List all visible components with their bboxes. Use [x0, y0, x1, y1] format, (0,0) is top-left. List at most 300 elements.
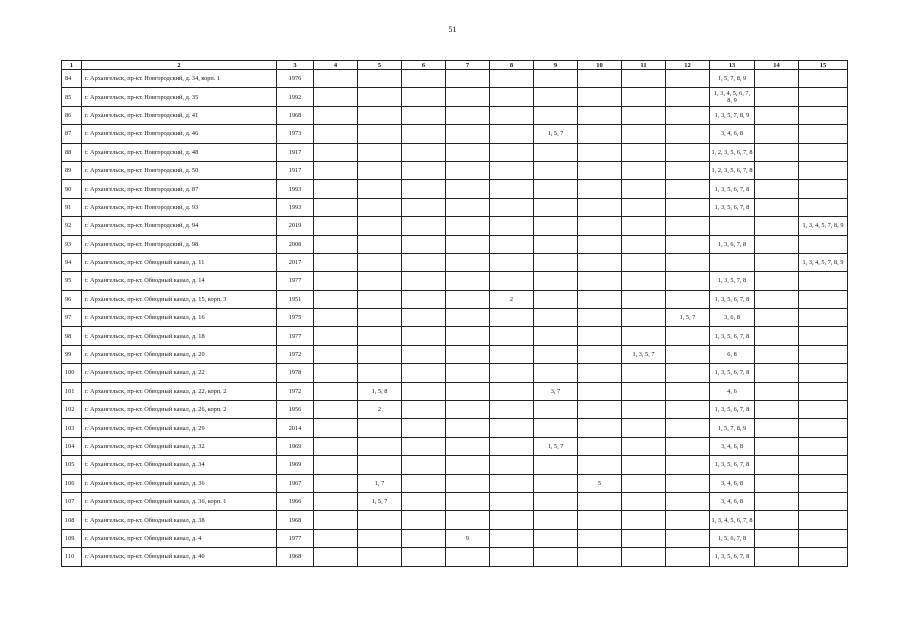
- address-cell: г. Архангельск, пр-кт. Обводный канал, д. 14: [82, 272, 277, 290]
- table-cell: [666, 437, 710, 455]
- table-cell: [755, 217, 799, 235]
- table-cell: 3, 4, 6, 8: [710, 492, 755, 510]
- table-cell: [490, 309, 534, 327]
- table-cell: [578, 253, 622, 271]
- table-cell: [666, 401, 710, 419]
- table-cell: 1, 3, 5, 6, 7, 8: [710, 327, 755, 345]
- column-header-1: 1: [62, 61, 82, 70]
- table-cell: [402, 70, 446, 88]
- table-row: [62, 253, 848, 271]
- address-cell: г. Архангельск, пр-кт. Новгородский, д. 48: [82, 143, 277, 161]
- table-cell: [666, 125, 710, 143]
- table-cell: [358, 180, 402, 198]
- year-cell: 1973: [277, 125, 314, 143]
- table-cell: [578, 70, 622, 88]
- table-cell: [578, 235, 622, 253]
- table-cell: [358, 198, 402, 216]
- table-cell: [534, 217, 578, 235]
- table-row: [62, 290, 848, 308]
- table-cell: [666, 474, 710, 492]
- table-cell: [622, 217, 666, 235]
- table-cell: [402, 511, 446, 529]
- table-cell: [534, 456, 578, 474]
- row-number: 92: [62, 217, 82, 235]
- table-cell: [622, 511, 666, 529]
- table-cell: [314, 492, 358, 510]
- table-row: [62, 382, 848, 400]
- year-cell: 1951: [277, 290, 314, 308]
- table-cell: [446, 327, 490, 345]
- column-header-2: 2: [82, 61, 277, 70]
- table-cell: [402, 529, 446, 547]
- table-cell: [622, 309, 666, 327]
- table-cell: [446, 253, 490, 271]
- table-cell: [358, 161, 402, 179]
- table-cell: 1, 3, 5, 6, 7, 8: [710, 290, 755, 308]
- table-cell: [622, 529, 666, 547]
- table-cell: [358, 70, 402, 88]
- table-cell: [490, 529, 534, 547]
- table-cell: [534, 419, 578, 437]
- column-header-12: 12: [666, 61, 710, 70]
- table-row: [62, 456, 848, 474]
- table-cell: [446, 106, 490, 124]
- table-cell: [534, 88, 578, 106]
- table-cell: [666, 290, 710, 308]
- table-cell: [534, 474, 578, 492]
- table-cell: [490, 364, 534, 382]
- table-cell: [446, 161, 490, 179]
- table-cell: [799, 290, 848, 308]
- table-cell: [534, 235, 578, 253]
- table-cell: 1, 2, 3, 5, 6, 7, 8: [710, 143, 755, 161]
- table-cell: [799, 345, 848, 363]
- address-cell: г. Архангельск, пр-кт. Обводный канал, д. 18: [82, 327, 277, 345]
- table-cell: [534, 161, 578, 179]
- table-cell: [799, 161, 848, 179]
- table-row: [62, 401, 848, 419]
- column-header-10: 10: [578, 61, 622, 70]
- table-cell: [490, 180, 534, 198]
- year-cell: 1967: [277, 474, 314, 492]
- table-cell: [578, 364, 622, 382]
- address-cell: г. Архангельск, пр-кт. Новгородский, д. 46: [82, 125, 277, 143]
- table-cell: [755, 235, 799, 253]
- table-cell: [358, 217, 402, 235]
- table-cell: 4, 6: [710, 382, 755, 400]
- table-cell: [666, 419, 710, 437]
- table-header: [62, 61, 848, 70]
- table-row: [62, 217, 848, 235]
- table-cell: [534, 401, 578, 419]
- year-cell: 1969: [277, 456, 314, 474]
- table-cell: [314, 70, 358, 88]
- table-cell: [666, 235, 710, 253]
- table-cell: [358, 364, 402, 382]
- table-cell: [755, 492, 799, 510]
- table-cell: [402, 419, 446, 437]
- table-cell: [755, 437, 799, 455]
- table-cell: 1, 3, 5, 6, 7, 8: [710, 548, 755, 566]
- table-cell: 1, 3, 5, 7: [622, 345, 666, 363]
- table-cell: [622, 437, 666, 455]
- table-cell: [534, 309, 578, 327]
- table-cell: [755, 529, 799, 547]
- table-cell: 9: [446, 529, 490, 547]
- table-cell: [755, 253, 799, 271]
- table-cell: 1, 5, 7: [534, 437, 578, 455]
- table-cell: [314, 529, 358, 547]
- address-cell: г. Архангельск, пр-кт. Обводный канал, д. 11: [82, 253, 277, 271]
- table-cell: 3, 7: [534, 382, 578, 400]
- address-cell: г. Архангельск, пр-кт. Обводный канал, д. 26, корп. 2: [82, 401, 277, 419]
- table-cell: [755, 345, 799, 363]
- column-header-6: 6: [402, 61, 446, 70]
- table-cell: [666, 492, 710, 510]
- row-number: 88: [62, 143, 82, 161]
- table-cell: [446, 548, 490, 566]
- address-cell: г. Архангельск, пр-кт. Обводный канал, д. 38: [82, 511, 277, 529]
- row-number: 109: [62, 529, 82, 547]
- row-number: 100: [62, 364, 82, 382]
- table-cell: [755, 327, 799, 345]
- table-cell: [622, 70, 666, 88]
- address-cell: г. Архангельск, пр-кт. Обводный канал, д. 40: [82, 548, 277, 566]
- table-cell: [446, 272, 490, 290]
- table-cell: [446, 217, 490, 235]
- table-cell: [622, 290, 666, 308]
- table-cell: [446, 309, 490, 327]
- table-cell: [755, 70, 799, 88]
- table-cell: [755, 161, 799, 179]
- table-cell: [358, 419, 402, 437]
- table-cell: [799, 419, 848, 437]
- table-cell: [622, 327, 666, 345]
- table-cell: [314, 272, 358, 290]
- table-cell: [490, 88, 534, 106]
- table-cell: [578, 382, 622, 400]
- table-cell: [799, 106, 848, 124]
- table-row: [62, 309, 848, 327]
- year-cell: 2019: [277, 217, 314, 235]
- table-cell: [402, 401, 446, 419]
- table-cell: [402, 125, 446, 143]
- address-cell: г. Архангельск, пр-кт. Обводный канал, д. 36: [82, 474, 277, 492]
- address-cell: г. Архангельск, пр-кт. Обводный канал, д. 20: [82, 345, 277, 363]
- table-cell: [314, 180, 358, 198]
- table-cell: [578, 88, 622, 106]
- table-row: [62, 345, 848, 363]
- row-number: 108: [62, 511, 82, 529]
- table-cell: [358, 327, 402, 345]
- table-cell: [799, 88, 848, 106]
- row-number: 106: [62, 474, 82, 492]
- table-cell: [755, 364, 799, 382]
- table-row: [62, 106, 848, 124]
- table-cell: [578, 217, 622, 235]
- table-cell: [622, 180, 666, 198]
- table-row: [62, 143, 848, 161]
- table-cell: [490, 382, 534, 400]
- table-cell: [578, 327, 622, 345]
- table-cell: [799, 401, 848, 419]
- table-cell: [490, 272, 534, 290]
- table-cell: [446, 492, 490, 510]
- table-cell: [402, 309, 446, 327]
- table-cell: 6, 8: [710, 345, 755, 363]
- row-number: 97: [62, 309, 82, 327]
- table-cell: [534, 492, 578, 510]
- year-cell: 1968: [277, 106, 314, 124]
- table-cell: 2: [490, 290, 534, 308]
- table-cell: [799, 364, 848, 382]
- table-cell: [666, 364, 710, 382]
- table-cell: [358, 235, 402, 253]
- table-cell: [402, 382, 446, 400]
- row-number: 96: [62, 290, 82, 308]
- year-cell: 1993: [277, 198, 314, 216]
- table-cell: [755, 180, 799, 198]
- table-cell: [666, 180, 710, 198]
- table-cell: [666, 70, 710, 88]
- table-cell: [578, 437, 622, 455]
- table-cell: 1, 3, 5, 6, 7, 8: [710, 364, 755, 382]
- table-cell: [314, 106, 358, 124]
- year-cell: 1972: [277, 345, 314, 363]
- address-cell: г. Архангельск, пр-кт. Обводный канал, д. 22, корп. 2: [82, 382, 277, 400]
- table-cell: [666, 143, 710, 161]
- table-cell: [314, 419, 358, 437]
- table-cell: 1, 5, 6, 7, 8: [710, 529, 755, 547]
- table-cell: [666, 106, 710, 124]
- table-cell: [755, 272, 799, 290]
- table-cell: [490, 456, 534, 474]
- table-cell: [490, 474, 534, 492]
- address-cell: г. Архангельск, пр-кт. Новгородский, д. 93: [82, 198, 277, 216]
- table-cell: [755, 401, 799, 419]
- table-cell: [578, 529, 622, 547]
- table-cell: [402, 253, 446, 271]
- table-cell: [358, 272, 402, 290]
- table-cell: [666, 345, 710, 363]
- table-cell: [799, 125, 848, 143]
- table-cell: [755, 548, 799, 566]
- table-cell: [358, 309, 402, 327]
- table-cell: [578, 161, 622, 179]
- table-cell: [314, 309, 358, 327]
- year-cell: 1968: [277, 511, 314, 529]
- table-cell: [622, 272, 666, 290]
- table-row: [62, 419, 848, 437]
- table-cell: [490, 401, 534, 419]
- address-cell: г. Архангельск, пр-кт. Новгородский, д. 98: [82, 235, 277, 253]
- table-cell: 3, 4, 6, 8: [710, 125, 755, 143]
- table-cell: [314, 125, 358, 143]
- table-cell: [358, 456, 402, 474]
- table-cell: [666, 382, 710, 400]
- table-cell: [402, 198, 446, 216]
- table-cell: 1, 3, 5, 6, 7, 8: [710, 180, 755, 198]
- address-cell: г. Архангельск, пр-кт. Новгородский, д. 34, корп. 1: [82, 70, 277, 88]
- table-cell: [314, 198, 358, 216]
- table-cell: [578, 106, 622, 124]
- table-cell: [622, 198, 666, 216]
- table-cell: [666, 217, 710, 235]
- table-row: [62, 529, 848, 547]
- row-number: 104: [62, 437, 82, 455]
- table-cell: [490, 106, 534, 124]
- table-cell: [799, 492, 848, 510]
- address-cell: г. Архангельск, пр-кт. Обводный канал, д. 36, корп. 1: [82, 492, 277, 510]
- table-cell: [755, 419, 799, 437]
- table-cell: [534, 143, 578, 161]
- table-cell: [446, 474, 490, 492]
- table-cell: [314, 345, 358, 363]
- column-header-9: 9: [534, 61, 578, 70]
- table-cell: 1, 3, 5, 7, 8: [710, 272, 755, 290]
- table-cell: [799, 70, 848, 88]
- table-cell: [622, 474, 666, 492]
- table-cell: [799, 309, 848, 327]
- row-number: 99: [62, 345, 82, 363]
- table-cell: [314, 474, 358, 492]
- table-cell: [490, 548, 534, 566]
- year-cell: 1993: [277, 180, 314, 198]
- table-cell: [666, 529, 710, 547]
- table-row: [62, 548, 848, 566]
- table-cell: [314, 511, 358, 529]
- table-cell: [402, 456, 446, 474]
- table-cell: [358, 529, 402, 547]
- table-cell: [755, 125, 799, 143]
- address-cell: г. Архангельск, пр-кт. Обводный канал, д. 15, корп. 3: [82, 290, 277, 308]
- table-cell: 3, 4, 6, 8: [710, 437, 755, 455]
- row-number: 107: [62, 492, 82, 510]
- table-cell: [402, 217, 446, 235]
- address-cell: г. Архангельск, пр-кт. Новгородский, д. 87: [82, 180, 277, 198]
- table-cell: [755, 88, 799, 106]
- column-header-11: 11: [622, 61, 666, 70]
- address-cell: г. Архангельск, пр-кт. Обводный канал, д. 22: [82, 364, 277, 382]
- table-cell: [402, 161, 446, 179]
- row-number: 93: [62, 235, 82, 253]
- table-cell: [622, 125, 666, 143]
- table-body: [62, 70, 848, 567]
- table-cell: [446, 198, 490, 216]
- table-cell: [534, 272, 578, 290]
- row-number: 110: [62, 548, 82, 566]
- table-cell: [402, 437, 446, 455]
- table-cell: [534, 290, 578, 308]
- table-cell: [446, 456, 490, 474]
- table-cell: [314, 327, 358, 345]
- table-cell: [578, 456, 622, 474]
- table-cell: [490, 161, 534, 179]
- column-header-4: 4: [314, 61, 358, 70]
- year-cell: 1917: [277, 161, 314, 179]
- table-cell: [490, 492, 534, 510]
- table-row: [62, 511, 848, 529]
- table-cell: [578, 548, 622, 566]
- table-cell: 1, 2, 3, 5, 6, 7, 8: [710, 161, 755, 179]
- year-cell: 1976: [277, 70, 314, 88]
- row-number: 95: [62, 272, 82, 290]
- table-cell: [799, 529, 848, 547]
- table-cell: [622, 492, 666, 510]
- table-cell: [799, 327, 848, 345]
- table-cell: 5: [578, 474, 622, 492]
- table-cell: [402, 492, 446, 510]
- table-cell: [446, 401, 490, 419]
- table-cell: [358, 511, 402, 529]
- column-header-15: 15: [799, 61, 848, 70]
- table-cell: [666, 548, 710, 566]
- table-cell: [622, 548, 666, 566]
- table-cell: 1, 5, 7: [666, 309, 710, 327]
- table-cell: [755, 511, 799, 529]
- row-number: 98: [62, 327, 82, 345]
- address-cell: г. Архангельск, пр-кт. Обводный канал, д. 4: [82, 529, 277, 547]
- table-cell: [490, 511, 534, 529]
- table-cell: [622, 143, 666, 161]
- table-cell: [710, 253, 755, 271]
- table-cell: [446, 235, 490, 253]
- table-cell: [799, 180, 848, 198]
- year-cell: 2014: [277, 419, 314, 437]
- year-cell: 1977: [277, 327, 314, 345]
- table-cell: 1, 5, 8: [358, 382, 402, 400]
- table-cell: [358, 125, 402, 143]
- table-row: [62, 364, 848, 382]
- table-cell: [666, 253, 710, 271]
- table-cell: [578, 419, 622, 437]
- table-cell: [490, 70, 534, 88]
- table-cell: [358, 290, 402, 308]
- table-cell: [578, 198, 622, 216]
- table-row: [62, 125, 848, 143]
- column-header-7: 7: [446, 61, 490, 70]
- table-cell: [534, 198, 578, 216]
- table-cell: [799, 548, 848, 566]
- table-cell: [490, 198, 534, 216]
- table-cell: [402, 272, 446, 290]
- table-row: [62, 327, 848, 345]
- table-cell: [402, 548, 446, 566]
- column-header-14: 14: [755, 61, 799, 70]
- table-cell: [402, 180, 446, 198]
- table-cell: [666, 198, 710, 216]
- table-cell: [314, 143, 358, 161]
- table-cell: [578, 180, 622, 198]
- table-cell: [622, 364, 666, 382]
- table-cell: [314, 401, 358, 419]
- table-cell: [799, 143, 848, 161]
- table-cell: 1, 3, 4, 5, 6, 7, 8: [710, 511, 755, 529]
- table-cell: [446, 345, 490, 363]
- table-cell: [534, 511, 578, 529]
- table-cell: [490, 437, 534, 455]
- table-cell: [578, 290, 622, 308]
- table-cell: [446, 180, 490, 198]
- table-cell: [358, 548, 402, 566]
- table-cell: [534, 529, 578, 547]
- table-cell: [534, 364, 578, 382]
- row-number: 101: [62, 382, 82, 400]
- table-cell: [578, 309, 622, 327]
- address-cell: г. Архангельск, пр-кт. Обводный канал, д. 32: [82, 437, 277, 455]
- table-cell: [755, 198, 799, 216]
- row-number: 85: [62, 88, 82, 106]
